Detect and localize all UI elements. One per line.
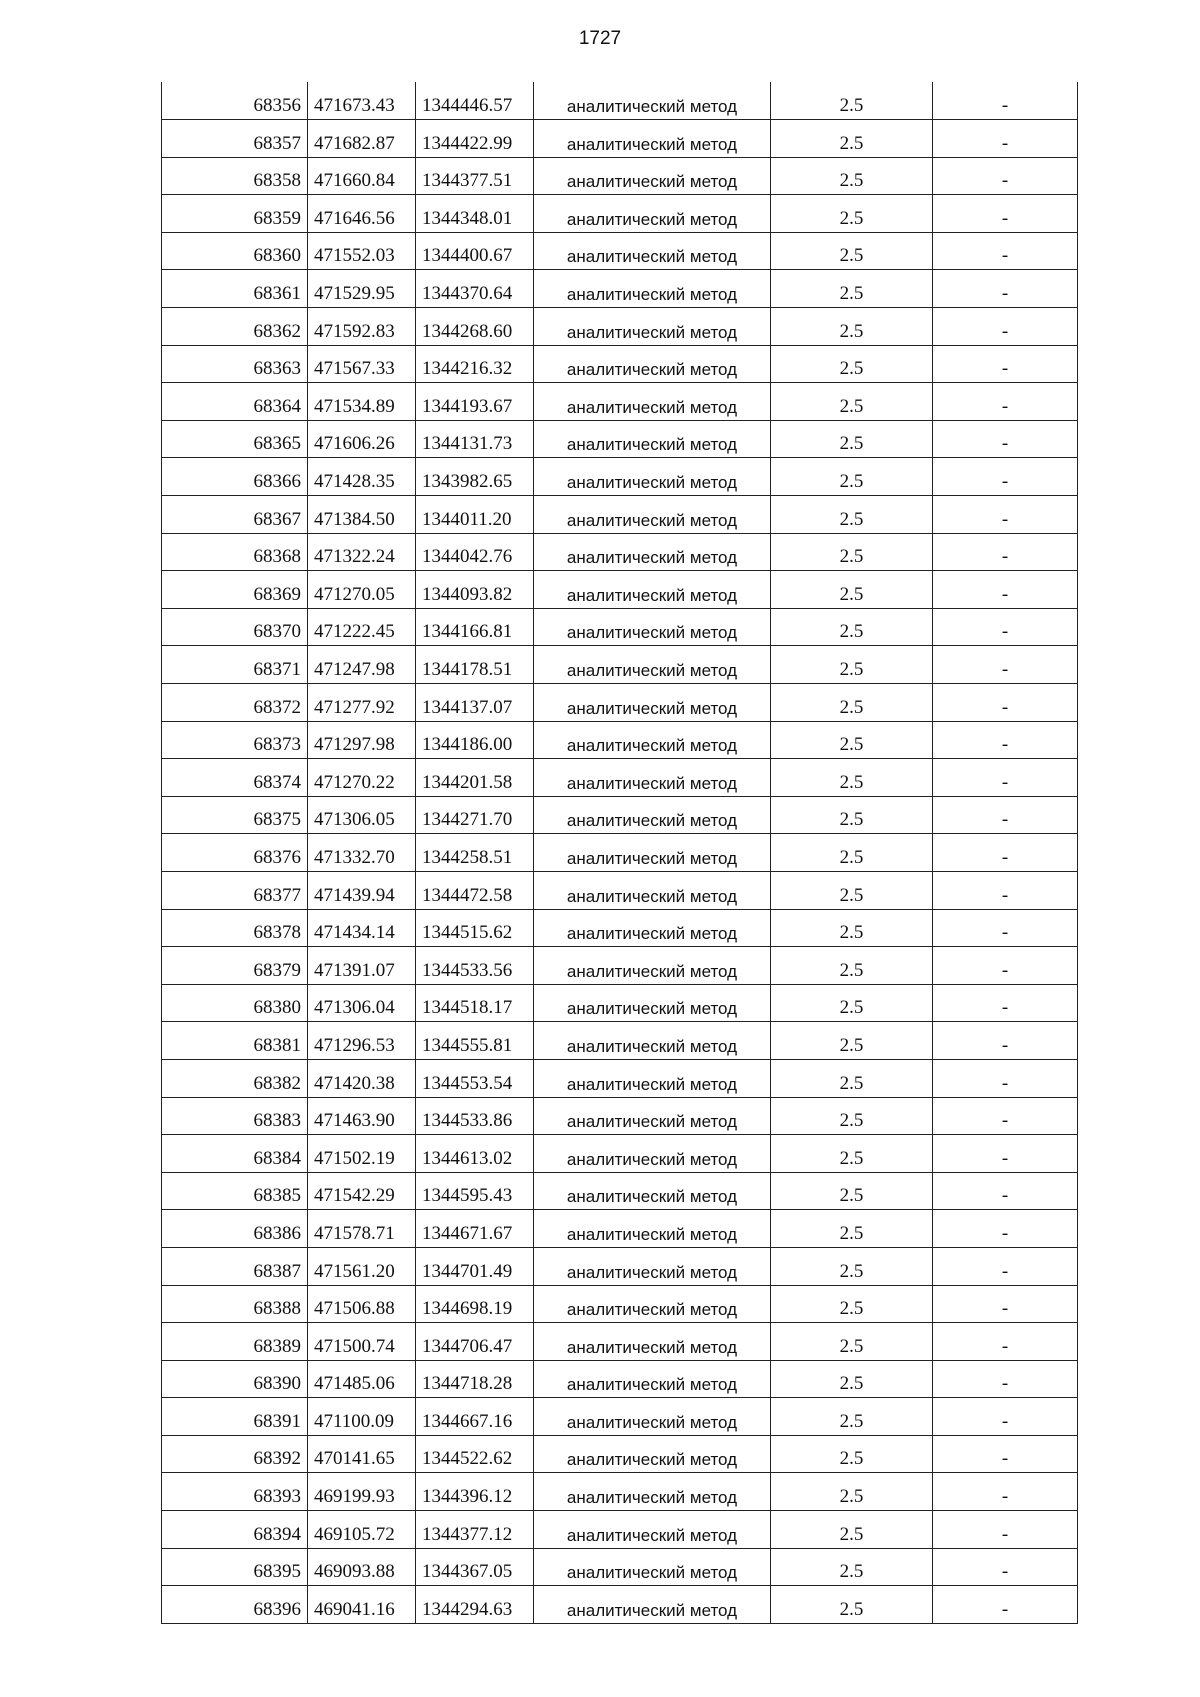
method-cell: аналитический метод [534, 1210, 771, 1248]
x-coordinate-cell: 471606.26 [308, 420, 416, 458]
method-cell: аналитический метод [534, 1398, 771, 1436]
method-cell: аналитический метод [534, 1323, 771, 1361]
table-row [162, 1473, 1078, 1511]
accuracy-cell: 2.5 [771, 1548, 933, 1586]
point-number-cell: 68378 [162, 909, 308, 947]
accuracy-cell: 2.5 [771, 646, 933, 684]
y-coordinate-cell: 1344011.20 [416, 496, 534, 534]
point-number-cell: 68371 [162, 646, 308, 684]
y-coordinate-cell: 1344522.62 [416, 1435, 534, 1473]
accuracy-cell: 2.5 [771, 1360, 933, 1398]
note-cell: - [933, 1022, 1078, 1060]
method-cell: аналитический метод [534, 1097, 771, 1135]
table-row [162, 1511, 1078, 1549]
point-number-cell: 68382 [162, 1059, 308, 1097]
accuracy-cell: 2.5 [771, 1511, 933, 1549]
x-coordinate-cell: 471322.24 [308, 533, 416, 571]
table-row [162, 1059, 1078, 1097]
point-number-cell: 68396 [162, 1586, 308, 1624]
x-coordinate-cell: 471247.98 [308, 646, 416, 684]
y-coordinate-cell: 1344555.81 [416, 1022, 534, 1060]
note-cell: - [933, 1172, 1078, 1210]
point-number-cell: 68395 [162, 1548, 308, 1586]
point-number-cell: 68385 [162, 1172, 308, 1210]
accuracy-cell: 2.5 [771, 1398, 933, 1436]
point-number-cell: 68370 [162, 608, 308, 646]
y-coordinate-cell: 1344370.64 [416, 270, 534, 308]
note-cell: - [933, 608, 1078, 646]
method-cell: аналитический метод [534, 608, 771, 646]
note-cell: - [933, 1285, 1078, 1323]
y-coordinate-cell: 1344671.67 [416, 1210, 534, 1248]
x-coordinate-cell: 469105.72 [308, 1511, 416, 1549]
y-coordinate-cell: 1344377.12 [416, 1511, 534, 1549]
point-number-cell: 68386 [162, 1210, 308, 1248]
note-cell: - [933, 270, 1078, 308]
table-row [162, 1586, 1078, 1624]
point-number-cell: 68372 [162, 684, 308, 722]
point-number-cell: 68376 [162, 834, 308, 872]
coordinates-table [161, 82, 1078, 1624]
y-coordinate-cell: 1344258.51 [416, 834, 534, 872]
note-cell: - [933, 120, 1078, 158]
accuracy-cell: 2.5 [771, 82, 933, 120]
table-row [162, 345, 1078, 383]
note-cell: - [933, 1247, 1078, 1285]
table-row [162, 1172, 1078, 1210]
note-cell: - [933, 383, 1078, 421]
method-cell: аналитический метод [534, 1435, 771, 1473]
method-cell: аналитический метод [534, 345, 771, 383]
table-row [162, 1435, 1078, 1473]
accuracy-cell: 2.5 [771, 496, 933, 534]
accuracy-cell: 2.5 [771, 308, 933, 346]
method-cell: аналитический метод [534, 1511, 771, 1549]
x-coordinate-cell: 471506.88 [308, 1285, 416, 1323]
table-row [162, 871, 1078, 909]
accuracy-cell: 2.5 [771, 1135, 933, 1173]
point-number-cell: 68392 [162, 1435, 308, 1473]
y-coordinate-cell: 1344131.73 [416, 420, 534, 458]
y-coordinate-cell: 1344515.62 [416, 909, 534, 947]
point-number-cell: 68375 [162, 796, 308, 834]
method-cell: аналитический метод [534, 195, 771, 233]
table-row [162, 496, 1078, 534]
method-cell: аналитический метод [534, 684, 771, 722]
y-coordinate-cell: 1344166.81 [416, 608, 534, 646]
note-cell: - [933, 1435, 1078, 1473]
point-number-cell: 68369 [162, 571, 308, 609]
note-cell: - [933, 1059, 1078, 1097]
x-coordinate-cell: 471485.06 [308, 1360, 416, 1398]
point-number-cell: 68364 [162, 383, 308, 421]
method-cell: аналитический метод [534, 759, 771, 797]
y-coordinate-cell: 1344137.07 [416, 684, 534, 722]
x-coordinate-cell: 471561.20 [308, 1247, 416, 1285]
method-cell: аналитический метод [534, 270, 771, 308]
point-number-cell: 68388 [162, 1285, 308, 1323]
x-coordinate-cell: 469199.93 [308, 1473, 416, 1511]
method-cell: аналитический метод [534, 796, 771, 834]
table-row [162, 533, 1078, 571]
method-cell: аналитический метод [534, 1059, 771, 1097]
note-cell: - [933, 1360, 1078, 1398]
table-row [162, 1097, 1078, 1135]
method-cell: аналитический метод [534, 1135, 771, 1173]
y-coordinate-cell: 1343982.65 [416, 458, 534, 496]
note-cell: - [933, 496, 1078, 534]
method-cell: аналитический метод [534, 909, 771, 947]
method-cell: аналитический метод [534, 721, 771, 759]
point-number-cell: 68367 [162, 496, 308, 534]
point-number-cell: 68374 [162, 759, 308, 797]
x-coordinate-cell: 471500.74 [308, 1323, 416, 1361]
note-cell: - [933, 796, 1078, 834]
y-coordinate-cell: 1344367.05 [416, 1548, 534, 1586]
point-number-cell: 68380 [162, 984, 308, 1022]
point-number-cell: 68379 [162, 947, 308, 985]
point-number-cell: 68373 [162, 721, 308, 759]
point-number-cell: 68394 [162, 1511, 308, 1549]
method-cell: аналитический метод [534, 308, 771, 346]
note-cell: - [933, 308, 1078, 346]
note-cell: - [933, 684, 1078, 722]
note-cell: - [933, 571, 1078, 609]
accuracy-cell: 2.5 [771, 608, 933, 646]
x-coordinate-cell: 471646.56 [308, 195, 416, 233]
table-row [162, 1247, 1078, 1285]
page-number: 1727 [578, 28, 622, 49]
table-row [162, 684, 1078, 722]
y-coordinate-cell: 1344271.70 [416, 796, 534, 834]
y-coordinate-cell: 1344595.43 [416, 1172, 534, 1210]
x-coordinate-cell: 471420.38 [308, 1059, 416, 1097]
method-cell: аналитический метод [534, 1285, 771, 1323]
method-cell: аналитический метод [534, 871, 771, 909]
point-number-cell: 68391 [162, 1398, 308, 1436]
x-coordinate-cell: 471673.43 [308, 82, 416, 120]
method-cell: аналитический метод [534, 120, 771, 158]
point-number-cell: 68357 [162, 120, 308, 158]
x-coordinate-cell: 471100.09 [308, 1398, 416, 1436]
table-row [162, 947, 1078, 985]
accuracy-cell: 2.5 [771, 1022, 933, 1060]
x-coordinate-cell: 471529.95 [308, 270, 416, 308]
table-row [162, 1548, 1078, 1586]
y-coordinate-cell: 1344377.51 [416, 157, 534, 195]
y-coordinate-cell: 1344042.76 [416, 533, 534, 571]
y-coordinate-cell: 1344186.00 [416, 721, 534, 759]
table-row [162, 82, 1078, 120]
y-coordinate-cell: 1344294.63 [416, 1586, 534, 1624]
accuracy-cell: 2.5 [771, 721, 933, 759]
point-number-cell: 68359 [162, 195, 308, 233]
x-coordinate-cell: 470141.65 [308, 1435, 416, 1473]
accuracy-cell: 2.5 [771, 195, 933, 233]
accuracy-cell: 2.5 [771, 1473, 933, 1511]
y-coordinate-cell: 1344706.47 [416, 1323, 534, 1361]
note-cell: - [933, 1398, 1078, 1436]
note-cell: - [933, 721, 1078, 759]
accuracy-cell: 2.5 [771, 1323, 933, 1361]
y-coordinate-cell: 1344533.86 [416, 1097, 534, 1135]
method-cell: аналитический метод [534, 1360, 771, 1398]
table-row [162, 270, 1078, 308]
point-number-cell: 68363 [162, 345, 308, 383]
y-coordinate-cell: 1344698.19 [416, 1285, 534, 1323]
accuracy-cell: 2.5 [771, 533, 933, 571]
method-cell: аналитический метод [534, 984, 771, 1022]
note-cell: - [933, 82, 1078, 120]
x-coordinate-cell: 471332.70 [308, 834, 416, 872]
point-number-cell: 68361 [162, 270, 308, 308]
point-number-cell: 68360 [162, 232, 308, 270]
method-cell: аналитический метод [534, 1172, 771, 1210]
method-cell: аналитический метод [534, 1473, 771, 1511]
y-coordinate-cell: 1344472.58 [416, 871, 534, 909]
note-cell: - [933, 1548, 1078, 1586]
y-coordinate-cell: 1344613.02 [416, 1135, 534, 1173]
point-number-cell: 68387 [162, 1247, 308, 1285]
table-body [162, 82, 1078, 1623]
method-cell: аналитический метод [534, 646, 771, 684]
note-cell: - [933, 1473, 1078, 1511]
method-cell: аналитический метод [534, 82, 771, 120]
method-cell: аналитический метод [534, 1586, 771, 1624]
note-cell: - [933, 195, 1078, 233]
accuracy-cell: 2.5 [771, 984, 933, 1022]
table-row [162, 195, 1078, 233]
accuracy-cell: 2.5 [771, 270, 933, 308]
table-row [162, 1360, 1078, 1398]
method-cell: аналитический метод [534, 533, 771, 571]
note-cell: - [933, 1511, 1078, 1549]
accuracy-cell: 2.5 [771, 120, 933, 158]
table-row [162, 383, 1078, 421]
point-number-cell: 68368 [162, 533, 308, 571]
table-row [162, 232, 1078, 270]
note-cell: - [933, 157, 1078, 195]
x-coordinate-cell: 471270.22 [308, 759, 416, 797]
y-coordinate-cell: 1344446.57 [416, 82, 534, 120]
accuracy-cell: 2.5 [771, 157, 933, 195]
x-coordinate-cell: 471578.71 [308, 1210, 416, 1248]
x-coordinate-cell: 471552.03 [308, 232, 416, 270]
table-row [162, 420, 1078, 458]
x-coordinate-cell: 471306.05 [308, 796, 416, 834]
table-row [162, 1210, 1078, 1248]
x-coordinate-cell: 471384.50 [308, 496, 416, 534]
method-cell: аналитический метод [534, 420, 771, 458]
method-cell: аналитический метод [534, 383, 771, 421]
method-cell: аналитический метод [534, 571, 771, 609]
x-coordinate-cell: 471682.87 [308, 120, 416, 158]
table-row [162, 120, 1078, 158]
y-coordinate-cell: 1344268.60 [416, 308, 534, 346]
method-cell: аналитический метод [534, 232, 771, 270]
point-number-cell: 68390 [162, 1360, 308, 1398]
note-cell: - [933, 871, 1078, 909]
note-cell: - [933, 345, 1078, 383]
x-coordinate-cell: 471592.83 [308, 308, 416, 346]
note-cell: - [933, 1210, 1078, 1248]
y-coordinate-cell: 1344553.54 [416, 1059, 534, 1097]
x-coordinate-cell: 471567.33 [308, 345, 416, 383]
note-cell: - [933, 947, 1078, 985]
y-coordinate-cell: 1344667.16 [416, 1398, 534, 1436]
table-row [162, 1022, 1078, 1060]
table-row [162, 1285, 1078, 1323]
accuracy-cell: 2.5 [771, 1247, 933, 1285]
table-row [162, 646, 1078, 684]
x-coordinate-cell: 471391.07 [308, 947, 416, 985]
x-coordinate-cell: 471542.29 [308, 1172, 416, 1210]
note-cell: - [933, 909, 1078, 947]
accuracy-cell: 2.5 [771, 759, 933, 797]
table-row [162, 308, 1078, 346]
accuracy-cell: 2.5 [771, 571, 933, 609]
table-row [162, 608, 1078, 646]
note-cell: - [933, 984, 1078, 1022]
table-row [162, 759, 1078, 797]
point-number-cell: 68365 [162, 420, 308, 458]
method-cell: аналитический метод [534, 496, 771, 534]
table-row [162, 458, 1078, 496]
table-row [162, 796, 1078, 834]
y-coordinate-cell: 1344422.99 [416, 120, 534, 158]
x-coordinate-cell: 471270.05 [308, 571, 416, 609]
y-coordinate-cell: 1344518.17 [416, 984, 534, 1022]
x-coordinate-cell: 471306.04 [308, 984, 416, 1022]
method-cell: аналитический метод [534, 1022, 771, 1060]
method-cell: аналитический метод [534, 1548, 771, 1586]
point-number-cell: 68366 [162, 458, 308, 496]
accuracy-cell: 2.5 [771, 1435, 933, 1473]
accuracy-cell: 2.5 [771, 909, 933, 947]
x-coordinate-cell: 471660.84 [308, 157, 416, 195]
note-cell: - [933, 232, 1078, 270]
point-number-cell: 68362 [162, 308, 308, 346]
note-cell: - [933, 1135, 1078, 1173]
y-coordinate-cell: 1344701.49 [416, 1247, 534, 1285]
x-coordinate-cell: 471434.14 [308, 909, 416, 947]
accuracy-cell: 2.5 [771, 232, 933, 270]
table-row [162, 909, 1078, 947]
y-coordinate-cell: 1344348.01 [416, 195, 534, 233]
table-row [162, 1323, 1078, 1361]
method-cell: аналитический метод [534, 834, 771, 872]
note-cell: - [933, 420, 1078, 458]
y-coordinate-cell: 1344193.67 [416, 383, 534, 421]
x-coordinate-cell: 471502.19 [308, 1135, 416, 1173]
accuracy-cell: 2.5 [771, 796, 933, 834]
note-cell: - [933, 646, 1078, 684]
table-row [162, 1135, 1078, 1173]
x-coordinate-cell: 471534.89 [308, 383, 416, 421]
accuracy-cell: 2.5 [771, 684, 933, 722]
table-row [162, 834, 1078, 872]
y-coordinate-cell: 1344093.82 [416, 571, 534, 609]
y-coordinate-cell: 1344533.56 [416, 947, 534, 985]
note-cell: - [933, 834, 1078, 872]
accuracy-cell: 2.5 [771, 1059, 933, 1097]
y-coordinate-cell: 1344396.12 [416, 1473, 534, 1511]
point-number-cell: 68356 [162, 82, 308, 120]
note-cell: - [933, 759, 1078, 797]
x-coordinate-cell: 469041.16 [308, 1586, 416, 1624]
accuracy-cell: 2.5 [771, 345, 933, 383]
note-cell: - [933, 1097, 1078, 1135]
method-cell: аналитический метод [534, 157, 771, 195]
table-row [162, 1398, 1078, 1436]
method-cell: аналитический метод [534, 1247, 771, 1285]
accuracy-cell: 2.5 [771, 420, 933, 458]
point-number-cell: 68389 [162, 1323, 308, 1361]
method-cell: аналитический метод [534, 458, 771, 496]
note-cell: - [933, 458, 1078, 496]
accuracy-cell: 2.5 [771, 947, 933, 985]
accuracy-cell: 2.5 [771, 834, 933, 872]
y-coordinate-cell: 1344178.51 [416, 646, 534, 684]
x-coordinate-cell: 469093.88 [308, 1548, 416, 1586]
point-number-cell: 68393 [162, 1473, 308, 1511]
x-coordinate-cell: 471296.53 [308, 1022, 416, 1060]
note-cell: - [933, 1323, 1078, 1361]
y-coordinate-cell: 1344201.58 [416, 759, 534, 797]
x-coordinate-cell: 471297.98 [308, 721, 416, 759]
y-coordinate-cell: 1344718.28 [416, 1360, 534, 1398]
note-cell: - [933, 533, 1078, 571]
y-coordinate-cell: 1344216.32 [416, 345, 534, 383]
x-coordinate-cell: 471277.92 [308, 684, 416, 722]
y-coordinate-cell: 1344400.67 [416, 232, 534, 270]
point-number-cell: 68383 [162, 1097, 308, 1135]
table-row [162, 984, 1078, 1022]
table-row [162, 721, 1078, 759]
table-row [162, 571, 1078, 609]
method-cell: аналитический метод [534, 947, 771, 985]
accuracy-cell: 2.5 [771, 871, 933, 909]
note-cell: - [933, 1586, 1078, 1624]
accuracy-cell: 2.5 [771, 1172, 933, 1210]
accuracy-cell: 2.5 [771, 1285, 933, 1323]
accuracy-cell: 2.5 [771, 1210, 933, 1248]
point-number-cell: 68384 [162, 1135, 308, 1173]
accuracy-cell: 2.5 [771, 383, 933, 421]
point-number-cell: 68358 [162, 157, 308, 195]
x-coordinate-cell: 471428.35 [308, 458, 416, 496]
point-number-cell: 68377 [162, 871, 308, 909]
point-number-cell: 68381 [162, 1022, 308, 1060]
x-coordinate-cell: 471439.94 [308, 871, 416, 909]
accuracy-cell: 2.5 [771, 1586, 933, 1624]
accuracy-cell: 2.5 [771, 1097, 933, 1135]
accuracy-cell: 2.5 [771, 458, 933, 496]
x-coordinate-cell: 471222.45 [308, 608, 416, 646]
x-coordinate-cell: 471463.90 [308, 1097, 416, 1135]
table-row [162, 157, 1078, 195]
